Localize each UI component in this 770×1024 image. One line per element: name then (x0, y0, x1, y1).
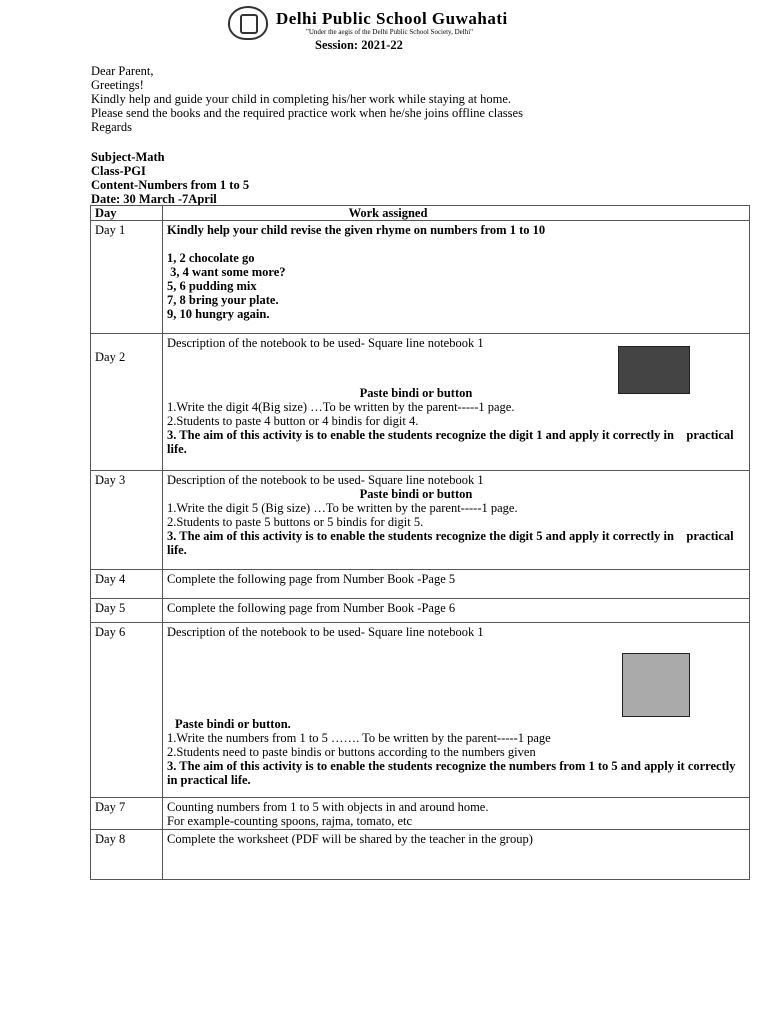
task: Complete the following page from Number Book -Page 5 (163, 570, 750, 599)
task: Complete the worksheet (PDF will be shared by the teacher in the group) (163, 830, 750, 880)
table-row (91, 830, 750, 880)
day-label: Day 7 (91, 798, 163, 830)
rhyme-line: 9, 10 hungry again. (167, 307, 270, 321)
subject: Subject-Math (91, 150, 165, 164)
day-label: Day 6 (91, 623, 163, 798)
instruction: 1.Write the digit 5 (Big size) …To be written by the parent-----1 page. (167, 501, 518, 515)
instruction: 1.Write the digit 4(Big size) …To be written by the parent-----1 page. (167, 400, 515, 414)
day-label: Day 8 (91, 830, 163, 880)
activity-heading: Paste bindi or button (359, 386, 473, 400)
date: Date: 30 March -7April (91, 192, 217, 206)
day1-title: Kindly help your child revise the given rhyme on numbers from 1 to 10 (167, 223, 546, 237)
instruction: 2.Students to paste 4 button or 4 bindis for digit 4. (167, 414, 419, 428)
table-row (91, 570, 750, 599)
content: Content-Numbers from 1 to 5 (91, 178, 250, 192)
table-row (91, 471, 750, 570)
day-label: Day 4 (91, 570, 163, 599)
notebook-desc: Description of the notebook to be used- Square line notebook 1 (167, 336, 484, 350)
task-example: For example-counting spoons, rajma, tomato, etc (167, 814, 413, 828)
session: Session: 2021-22 (315, 38, 403, 52)
table-row (91, 334, 750, 471)
notebook-photo (622, 653, 690, 717)
instruction: 1.Write the numbers from 1 to 5 ……. To be written by the parent-----1 page (167, 731, 551, 745)
table-row (91, 623, 750, 798)
notebook-desc: Description of the notebook to be used- Square line notebook 1 (167, 473, 484, 487)
instruction: 2.Students need to paste bindis or buttons according to the numbers given (167, 745, 536, 759)
day-label: Day 3 (91, 471, 163, 570)
school-logo-icon (228, 6, 268, 40)
school-name: Delhi Public School Guwahati (276, 9, 508, 28)
col-day: Day (91, 206, 163, 221)
activity-heading: Paste bindi or button (359, 487, 473, 501)
class: Class-PGI (91, 164, 146, 178)
day-label: Day 2 (91, 334, 163, 471)
table-row (91, 599, 750, 623)
task: Counting numbers from 1 to 5 with objects in and around home. (167, 800, 489, 814)
day-label: Day 1 (91, 221, 163, 334)
work-table (90, 205, 750, 880)
activity-heading: Paste bindi or button. (175, 717, 291, 731)
intro-text (91, 64, 523, 134)
aim: 3. The aim of this activity is to enable the students recognize the digit 1 and apply it correctly in practical life. (167, 428, 737, 456)
task: Complete the following page from Number Book -Page 6 (163, 599, 750, 623)
rhyme-line: 1, 2 chocolate go (167, 251, 255, 265)
meta-info (91, 150, 249, 206)
letterhead (228, 6, 508, 40)
instruction: 2.Students to paste 5 buttons or 5 bindis for digit 5. (167, 515, 424, 529)
school-tagline: "Under the aegis of the Delhi Public School Society, Delhi" (306, 28, 474, 36)
aim: 3. The aim of this activity is to enable the students recognize the digit 5 and apply it correctly in practical life. (167, 529, 737, 557)
aim: 3. The aim of this activity is to enable the students recognize the numbers from 1 to 5 and apply it correctly in practical life. (167, 759, 736, 787)
rhyme-line: 7, 8 bring your plate. (167, 293, 279, 307)
table-row (91, 221, 750, 334)
notebook-desc: Description of the notebook to be used- Square line notebook 1 (167, 625, 484, 639)
intro-line: Regards (91, 120, 132, 134)
activity-photo (618, 346, 690, 394)
intro-line: Kindly help and guide your child in completing his/her work while staying at home. (91, 92, 512, 106)
table-row (91, 798, 750, 830)
day-label: Day 5 (91, 599, 163, 623)
col-work: Work assigned (163, 206, 750, 221)
rhyme-line: 3, 4 want some more? (167, 265, 286, 279)
intro-line: Dear Parent, (91, 64, 154, 78)
rhyme-line: 5, 6 pudding mix (167, 279, 257, 293)
intro-line: Please send the books and the required practice work when he/she joins offline classes (91, 106, 523, 120)
intro-line: Greetings! (91, 78, 144, 92)
